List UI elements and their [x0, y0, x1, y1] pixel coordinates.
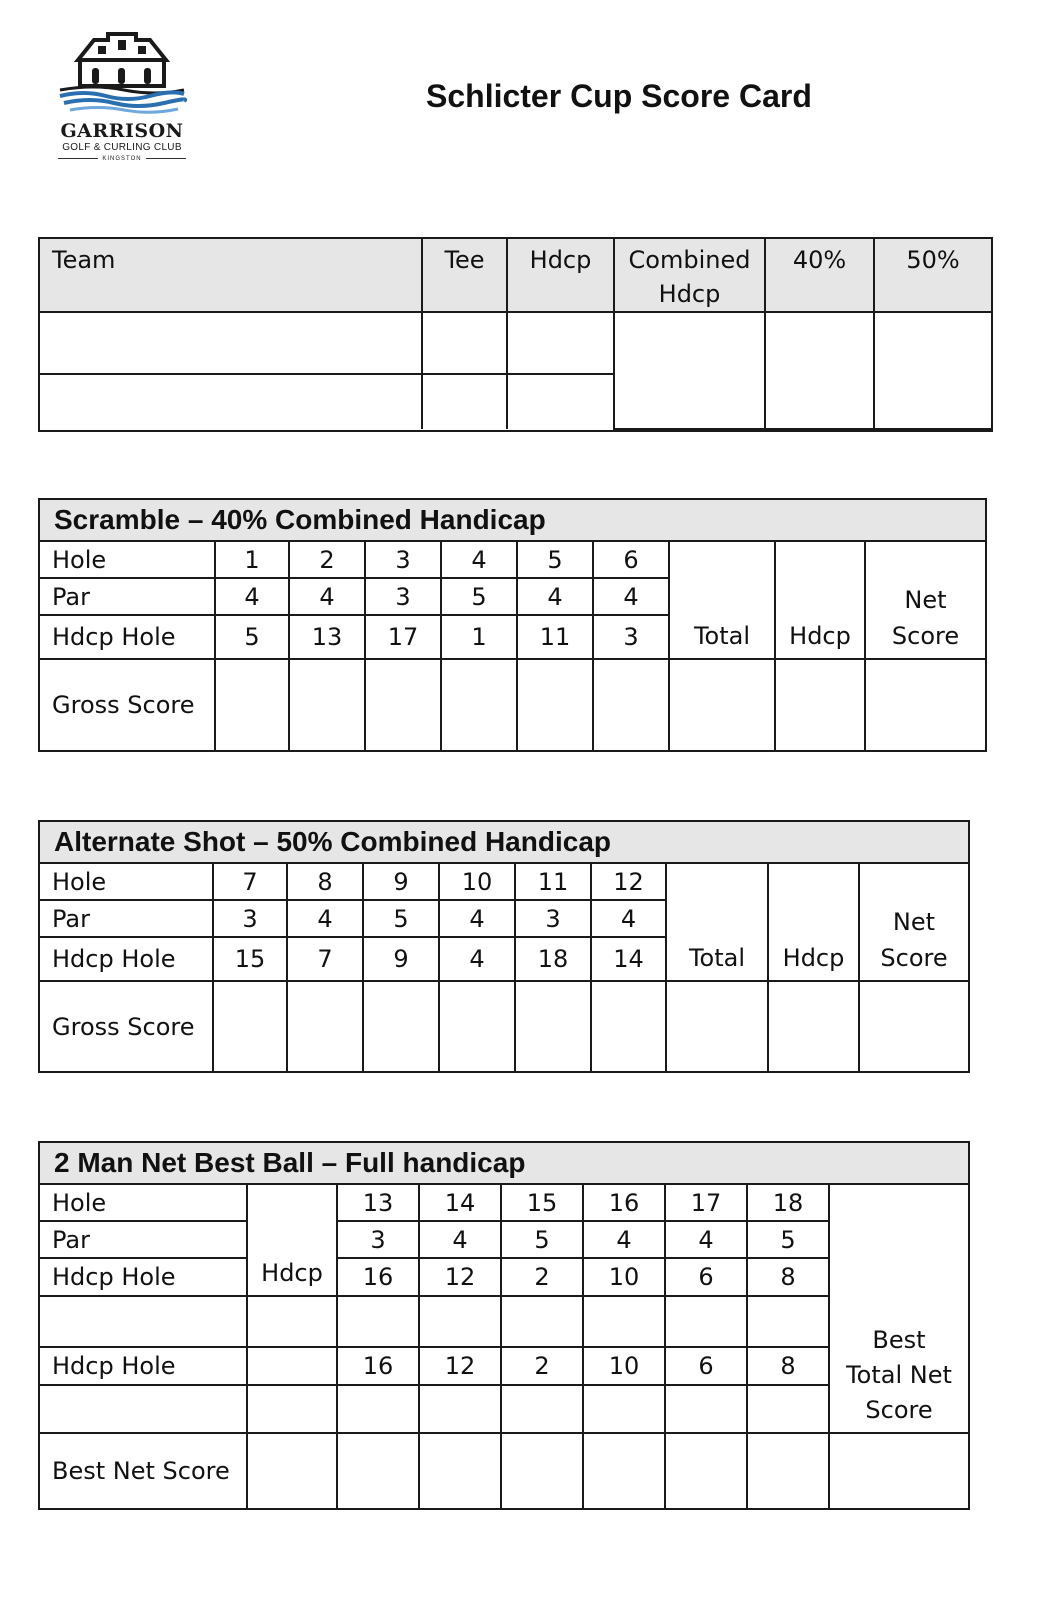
gross-score-cell[interactable]: [215, 659, 289, 750]
par-value: 4: [287, 900, 363, 937]
hdcp-hole-value: 13: [289, 615, 365, 659]
combined-hdcp-label: Hdcp: [658, 280, 721, 308]
scramble-table: [40, 542, 985, 750]
hole-label: Hole: [40, 864, 213, 900]
hole-number: 1: [215, 542, 289, 578]
gross-score-cell[interactable]: [591, 981, 666, 1071]
player-1-name-cell[interactable]: [40, 1296, 247, 1347]
hdcp-hole-value: 2: [501, 1347, 583, 1385]
total-cell[interactable]: [669, 659, 775, 750]
hdcp-hole-value: 17: [365, 615, 441, 659]
par-value: 4: [593, 578, 669, 615]
gross-score-cell[interactable]: [441, 659, 517, 750]
team-table: [38, 237, 993, 432]
hdcp-header: Hdcp: [247, 1185, 337, 1296]
par-label: Par: [40, 578, 215, 615]
logo-subtitle: GOLF & CURLING CLUB: [62, 142, 182, 153]
hdcp-hole-value: 9: [363, 937, 439, 981]
hole-number: 2: [289, 542, 365, 578]
hdcp-hole-value: 5: [215, 615, 289, 659]
best-net-score-cell[interactable]: [337, 1433, 419, 1508]
best-net-hdcp-cell[interactable]: [247, 1433, 337, 1508]
total-header: Total: [669, 542, 775, 659]
par-value: 4: [439, 900, 515, 937]
best-label: Best: [872, 1326, 926, 1354]
hdcp-hole-value: 10: [583, 1258, 665, 1296]
score-label: Score: [865, 1396, 933, 1424]
fifty-percent-header: 50%: [874, 239, 991, 312]
hdcp-hole-value: 2: [501, 1258, 583, 1296]
net-label: Net: [904, 586, 947, 614]
team-header: Team: [40, 239, 422, 312]
hdcp-cell[interactable]: [768, 981, 859, 1071]
total-net-label: Total Net: [846, 1361, 952, 1389]
net-score-header: [865, 542, 985, 659]
player-2-score-cell[interactable]: [747, 1385, 829, 1433]
hdcp-hole-value: 16: [337, 1258, 419, 1296]
hdcp-hole-label: Hdcp Hole: [40, 937, 213, 981]
combined-hdcp-cell[interactable]: [614, 312, 765, 429]
hole-number: 12: [591, 864, 666, 900]
gross-score-cell[interactable]: [365, 659, 441, 750]
hole-number: 13: [337, 1185, 419, 1221]
par-value: 4: [289, 578, 365, 615]
hole-number: 6: [593, 542, 669, 578]
logo-name: GARRISON: [60, 120, 184, 142]
forty-percent-header: 40%: [765, 239, 874, 312]
best-net-score-cell[interactable]: [747, 1433, 829, 1508]
best-ball-title: 2 Man Net Best Ball – Full handicap: [40, 1143, 968, 1185]
player-2-name-cell[interactable]: [40, 1385, 247, 1433]
alternate-table: [40, 864, 968, 1071]
hdcp-header: Hdcp: [768, 864, 859, 981]
best-net-score-cell[interactable]: [665, 1433, 747, 1508]
player-1-score-cell[interactable]: [337, 1296, 419, 1347]
hole-number: 4: [441, 542, 517, 578]
par-value: 4: [419, 1221, 501, 1258]
hdcp-cell-1[interactable]: [507, 312, 614, 374]
par-label: Par: [40, 900, 213, 937]
gross-score-cell[interactable]: [439, 981, 515, 1071]
net-score-cell[interactable]: [865, 659, 985, 750]
best-net-score-cell[interactable]: [419, 1433, 501, 1508]
gross-score-label: Gross Score: [40, 981, 213, 1071]
score-label: Score: [880, 944, 948, 972]
scramble-title: Scramble – 40% Combined Handicap: [40, 500, 985, 542]
hole-number: 17: [665, 1185, 747, 1221]
empty-cell: [247, 1347, 337, 1385]
gross-score-cell[interactable]: [517, 659, 593, 750]
hdcp-cell[interactable]: [775, 659, 865, 750]
hdcp-hole-value: 8: [747, 1258, 829, 1296]
player-2-score-cell[interactable]: [419, 1385, 501, 1433]
hdcp-hole-value: 12: [419, 1258, 501, 1296]
player-2-score-cell[interactable]: [665, 1385, 747, 1433]
par-value: 5: [441, 578, 517, 615]
team-name-cell-2[interactable]: [40, 374, 422, 429]
forty-percent-cell[interactable]: [765, 312, 874, 429]
gross-score-cell[interactable]: [287, 981, 363, 1071]
gross-score-cell[interactable]: [593, 659, 669, 750]
hdcp-hole-value: 15: [213, 937, 287, 981]
hdcp-hole-value: 16: [337, 1347, 419, 1385]
hdcp-hole-label: Hdcp Hole: [40, 1258, 247, 1296]
hdcp-hole-value: 18: [515, 937, 591, 981]
gross-score-cell[interactable]: [363, 981, 439, 1071]
hdcp-hole-value: 4: [439, 937, 515, 981]
par-value: 5: [501, 1221, 583, 1258]
best-total-net-score-cell[interactable]: [829, 1433, 968, 1508]
hole-number: 11: [515, 864, 591, 900]
hole-number: 7: [213, 864, 287, 900]
hole-label: Hole: [40, 1185, 247, 1221]
hdcp-hole-value: 3: [593, 615, 669, 659]
hdcp-hole-value: 12: [419, 1347, 501, 1385]
total-cell[interactable]: [666, 981, 768, 1071]
gross-score-cell[interactable]: [213, 981, 287, 1071]
alternate-shot-section: [38, 820, 970, 1073]
best-net-score-label: Best Net Score: [40, 1433, 247, 1508]
par-label: Par: [40, 1221, 247, 1258]
hdcp-hole-value: 11: [517, 615, 593, 659]
hdcp-header: Hdcp: [775, 542, 865, 659]
best-total-net-score-header: [829, 1185, 968, 1433]
tee-header: Tee: [422, 239, 507, 312]
club-logo: [54, 24, 190, 164]
player-2-score-cell[interactable]: [583, 1385, 665, 1433]
player-1-score-cell[interactable]: [665, 1296, 747, 1347]
hdcp-hole-value: 10: [583, 1347, 665, 1385]
player-2-score-cell[interactable]: [337, 1385, 419, 1433]
combined-label: Combined: [628, 246, 751, 274]
hdcp-hole-value: 6: [665, 1347, 747, 1385]
player-1-hdcp-cell[interactable]: [247, 1296, 337, 1347]
player-1-score-cell[interactable]: [501, 1296, 583, 1347]
hdcp-hole-value: 14: [591, 937, 666, 981]
hdcp-cell-2[interactable]: [507, 374, 614, 429]
par-value: 4: [665, 1221, 747, 1258]
net-label: Net: [892, 908, 936, 936]
player-2-hdcp-cell[interactable]: [247, 1385, 337, 1433]
hole-number: 5: [517, 542, 593, 578]
player-1-score-cell[interactable]: [747, 1296, 829, 1347]
hdcp-header: Hdcp: [507, 239, 614, 312]
best-ball-section: [38, 1141, 970, 1510]
total-header: Total: [666, 864, 768, 981]
par-value: 4: [591, 900, 666, 937]
logo-city: KINGSTON: [54, 156, 190, 162]
tee-cell-2[interactable]: [422, 374, 507, 429]
par-value: 4: [517, 578, 593, 615]
hdcp-hole-value: 6: [665, 1258, 747, 1296]
best-net-score-cell[interactable]: [501, 1433, 583, 1508]
hdcp-hole-label: Hdcp Hole: [40, 1347, 247, 1385]
par-value: 3: [515, 900, 591, 937]
par-value: 4: [215, 578, 289, 615]
player-2-score-cell[interactable]: [501, 1385, 583, 1433]
hdcp-hole-value: 8: [747, 1347, 829, 1385]
par-value: 5: [363, 900, 439, 937]
hole-number: 8: [287, 864, 363, 900]
hdcp-hole-value: 1: [441, 615, 517, 659]
hole-number: 10: [439, 864, 515, 900]
hole-number: 16: [583, 1185, 665, 1221]
net-score-header: [859, 864, 968, 981]
gross-score-cell[interactable]: [515, 981, 591, 1071]
player-1-score-cell[interactable]: [583, 1296, 665, 1347]
best-ball-table: [40, 1185, 968, 1508]
hole-number: 3: [365, 542, 441, 578]
tee-cell-1[interactable]: [422, 312, 507, 374]
net-score-cell[interactable]: [859, 981, 968, 1071]
score-label: Score: [891, 622, 960, 650]
hole-number: 9: [363, 864, 439, 900]
par-value: 3: [213, 900, 287, 937]
fifty-percent-cell[interactable]: [874, 312, 991, 429]
hole-number: 18: [747, 1185, 829, 1221]
scramble-section: [38, 498, 987, 752]
hdcp-hole-label: Hdcp Hole: [40, 615, 215, 659]
combined-hdcp-header: [614, 239, 765, 312]
castle-icon: [54, 24, 190, 120]
hole-label: Hole: [40, 542, 215, 578]
gross-score-label: Gross Score: [40, 659, 215, 750]
page-title: Schlicter Cup Score Card: [426, 78, 812, 114]
hole-number: 14: [419, 1185, 501, 1221]
gross-score-cell[interactable]: [289, 659, 365, 750]
team-name-cell-1[interactable]: [40, 312, 422, 374]
par-value: 3: [365, 578, 441, 615]
player-1-score-cell[interactable]: [419, 1296, 501, 1347]
par-value: 5: [747, 1221, 829, 1258]
hole-number: 15: [501, 1185, 583, 1221]
par-value: 3: [337, 1221, 419, 1258]
alternate-title: Alternate Shot – 50% Combined Handicap: [40, 822, 968, 864]
hdcp-hole-value: 7: [287, 937, 363, 981]
best-net-score-cell[interactable]: [583, 1433, 665, 1508]
par-value: 4: [583, 1221, 665, 1258]
